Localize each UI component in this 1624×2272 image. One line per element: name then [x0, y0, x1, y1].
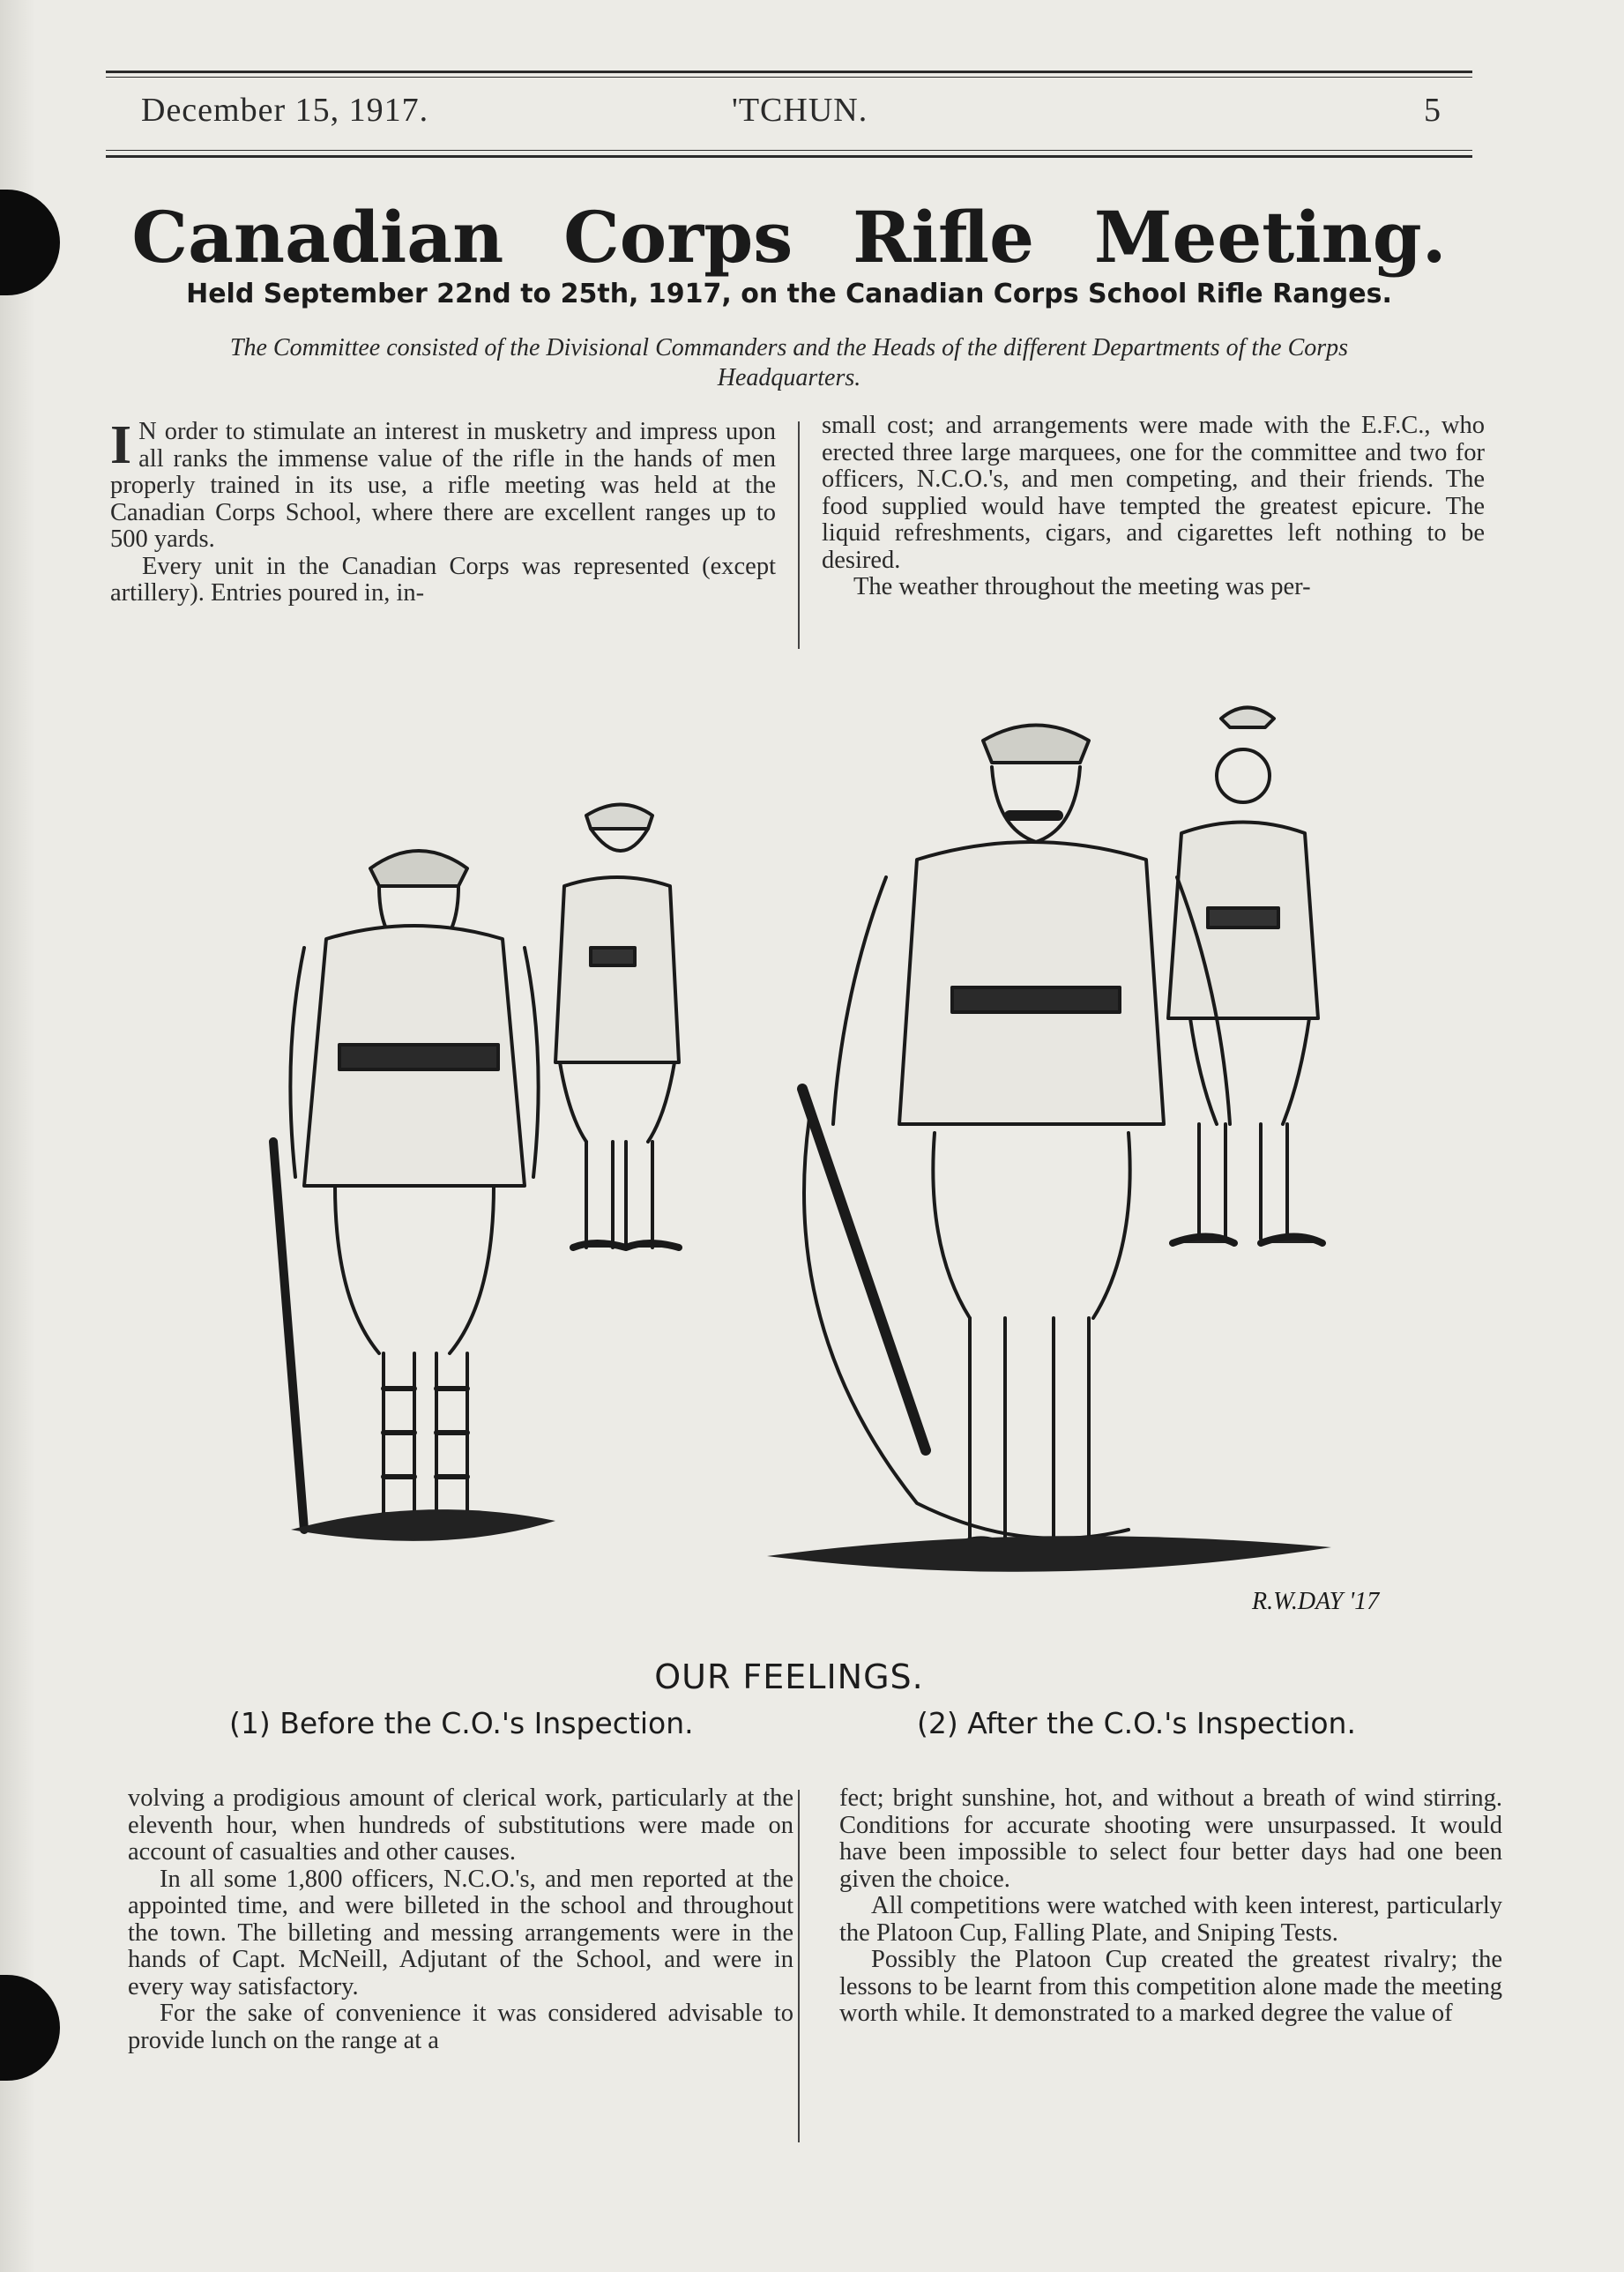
paragraph-text: N order to stimulate an interest in musketry and impress upon all ranks the immense value of the rifle in the hands of men properly trained in its use, a rifle meeting was held at the Canadian Corps School, where there are excellent ranges up to 500 yards.	[110, 418, 776, 553]
committee-note: The Committee consisted of the Divisional Commanders and the Heads of the different Departments of the Corps Headquarters.	[229, 334, 1349, 391]
column-lower-left	[128, 1785, 793, 2054]
header-rule-top-thin	[106, 77, 1472, 78]
paragraph: In all some 1,800 officers, N.C.O.'s, and men reported at the appointed time, and were billeted in the school and throughout the town. The billeting and messing arrangements were in the hands of Capt. McNeill, Adjutant of the School, and were in every way satisfactory.	[128, 1865, 793, 2000]
article-subtitle: Held September 22nd to 25th, 1917, on the Canadian Corps School Rifle Ranges.	[186, 279, 1392, 309]
cartoon-illustration	[238, 683, 1490, 1653]
drop-cap: I	[110, 415, 132, 475]
paragraph: fect; bright sunshine, hot, and without a breath of wind stirring. Conditions for accurate shooting were unsurpassed. It would have been impossible to select four better days had one been given the choice.	[839, 1784, 1502, 1893]
paragraph: For the sake of convenience it was considered advisable to provide lunch on the range at a	[128, 2000, 793, 2054]
header-rule-top	[106, 71, 1472, 73]
header-publication: 'TCHUN.	[732, 92, 868, 129]
officer-after-inspection	[802, 726, 1230, 1553]
officer-before-inspection	[273, 851, 539, 1530]
column-upper-right	[822, 413, 1485, 601]
soldier-background-right	[1168, 708, 1322, 1244]
cartoon-drawing	[238, 683, 1490, 1653]
header-page-number: 5	[1424, 92, 1441, 129]
column-divider-lower	[798, 1790, 800, 2142]
paragraph: The weather throughout the meeting was per-	[853, 573, 1311, 600]
artist-signature: R.W.DAY '17	[1252, 1588, 1380, 1615]
paragraph: small cost; and arrangements were made with the E.F.C., who erected three large marquees, one for the committee and two for officers, N.C.O.'s, and men competing, and their friends. The food supplied would have tempted the greatest epicure. The liquid refreshments, cigars, and cigarettes left nothing to be desired.	[822, 412, 1485, 574]
soldier-background-left	[555, 805, 679, 1248]
cartoon-heading: OUR FEELINGS.	[654, 1657, 924, 1696]
page-binding-shadow	[0, 0, 35, 2272]
paragraph	[110, 415, 776, 554]
caption-after: (2) After the C.O.'s Inspection.	[917, 1706, 1356, 1740]
column-divider-upper	[798, 421, 800, 649]
caption-before: (1) Before the C.O.'s Inspection.	[229, 1706, 694, 1740]
column-lower-right	[839, 1785, 1502, 2028]
column-upper-left	[110, 415, 776, 607]
header-date: December 15, 1917.	[141, 92, 429, 129]
paragraph: All competitions were watched with keen interest, particularly the Platoon Cup, Falling Plate, and Sniping Tests.	[839, 1892, 1502, 1947]
paragraph: Possibly the Platoon Cup created the greatest rivalry; the lessons to be learnt from this competition alone made the meeting worth while. It demonstrated to a marked degree the value of	[839, 1946, 1502, 2027]
paragraph: Every unit in the Canadian Corps was represented (except artillery). Entries poured in, in-	[110, 552, 776, 607]
punch-hole-bottom	[0, 1975, 60, 2081]
punch-hole-top	[0, 190, 60, 295]
header-rule-bottom-thin	[106, 150, 1472, 151]
paragraph: volving a prodigious amount of clerical work, particularly at the eleventh hour, when hundreds of substitutions were made on account of casualties and other causes.	[128, 1784, 793, 1866]
article-title: Canadian Corps Rifle Meeting.	[131, 196, 1447, 279]
header-rule-bottom	[106, 155, 1472, 158]
